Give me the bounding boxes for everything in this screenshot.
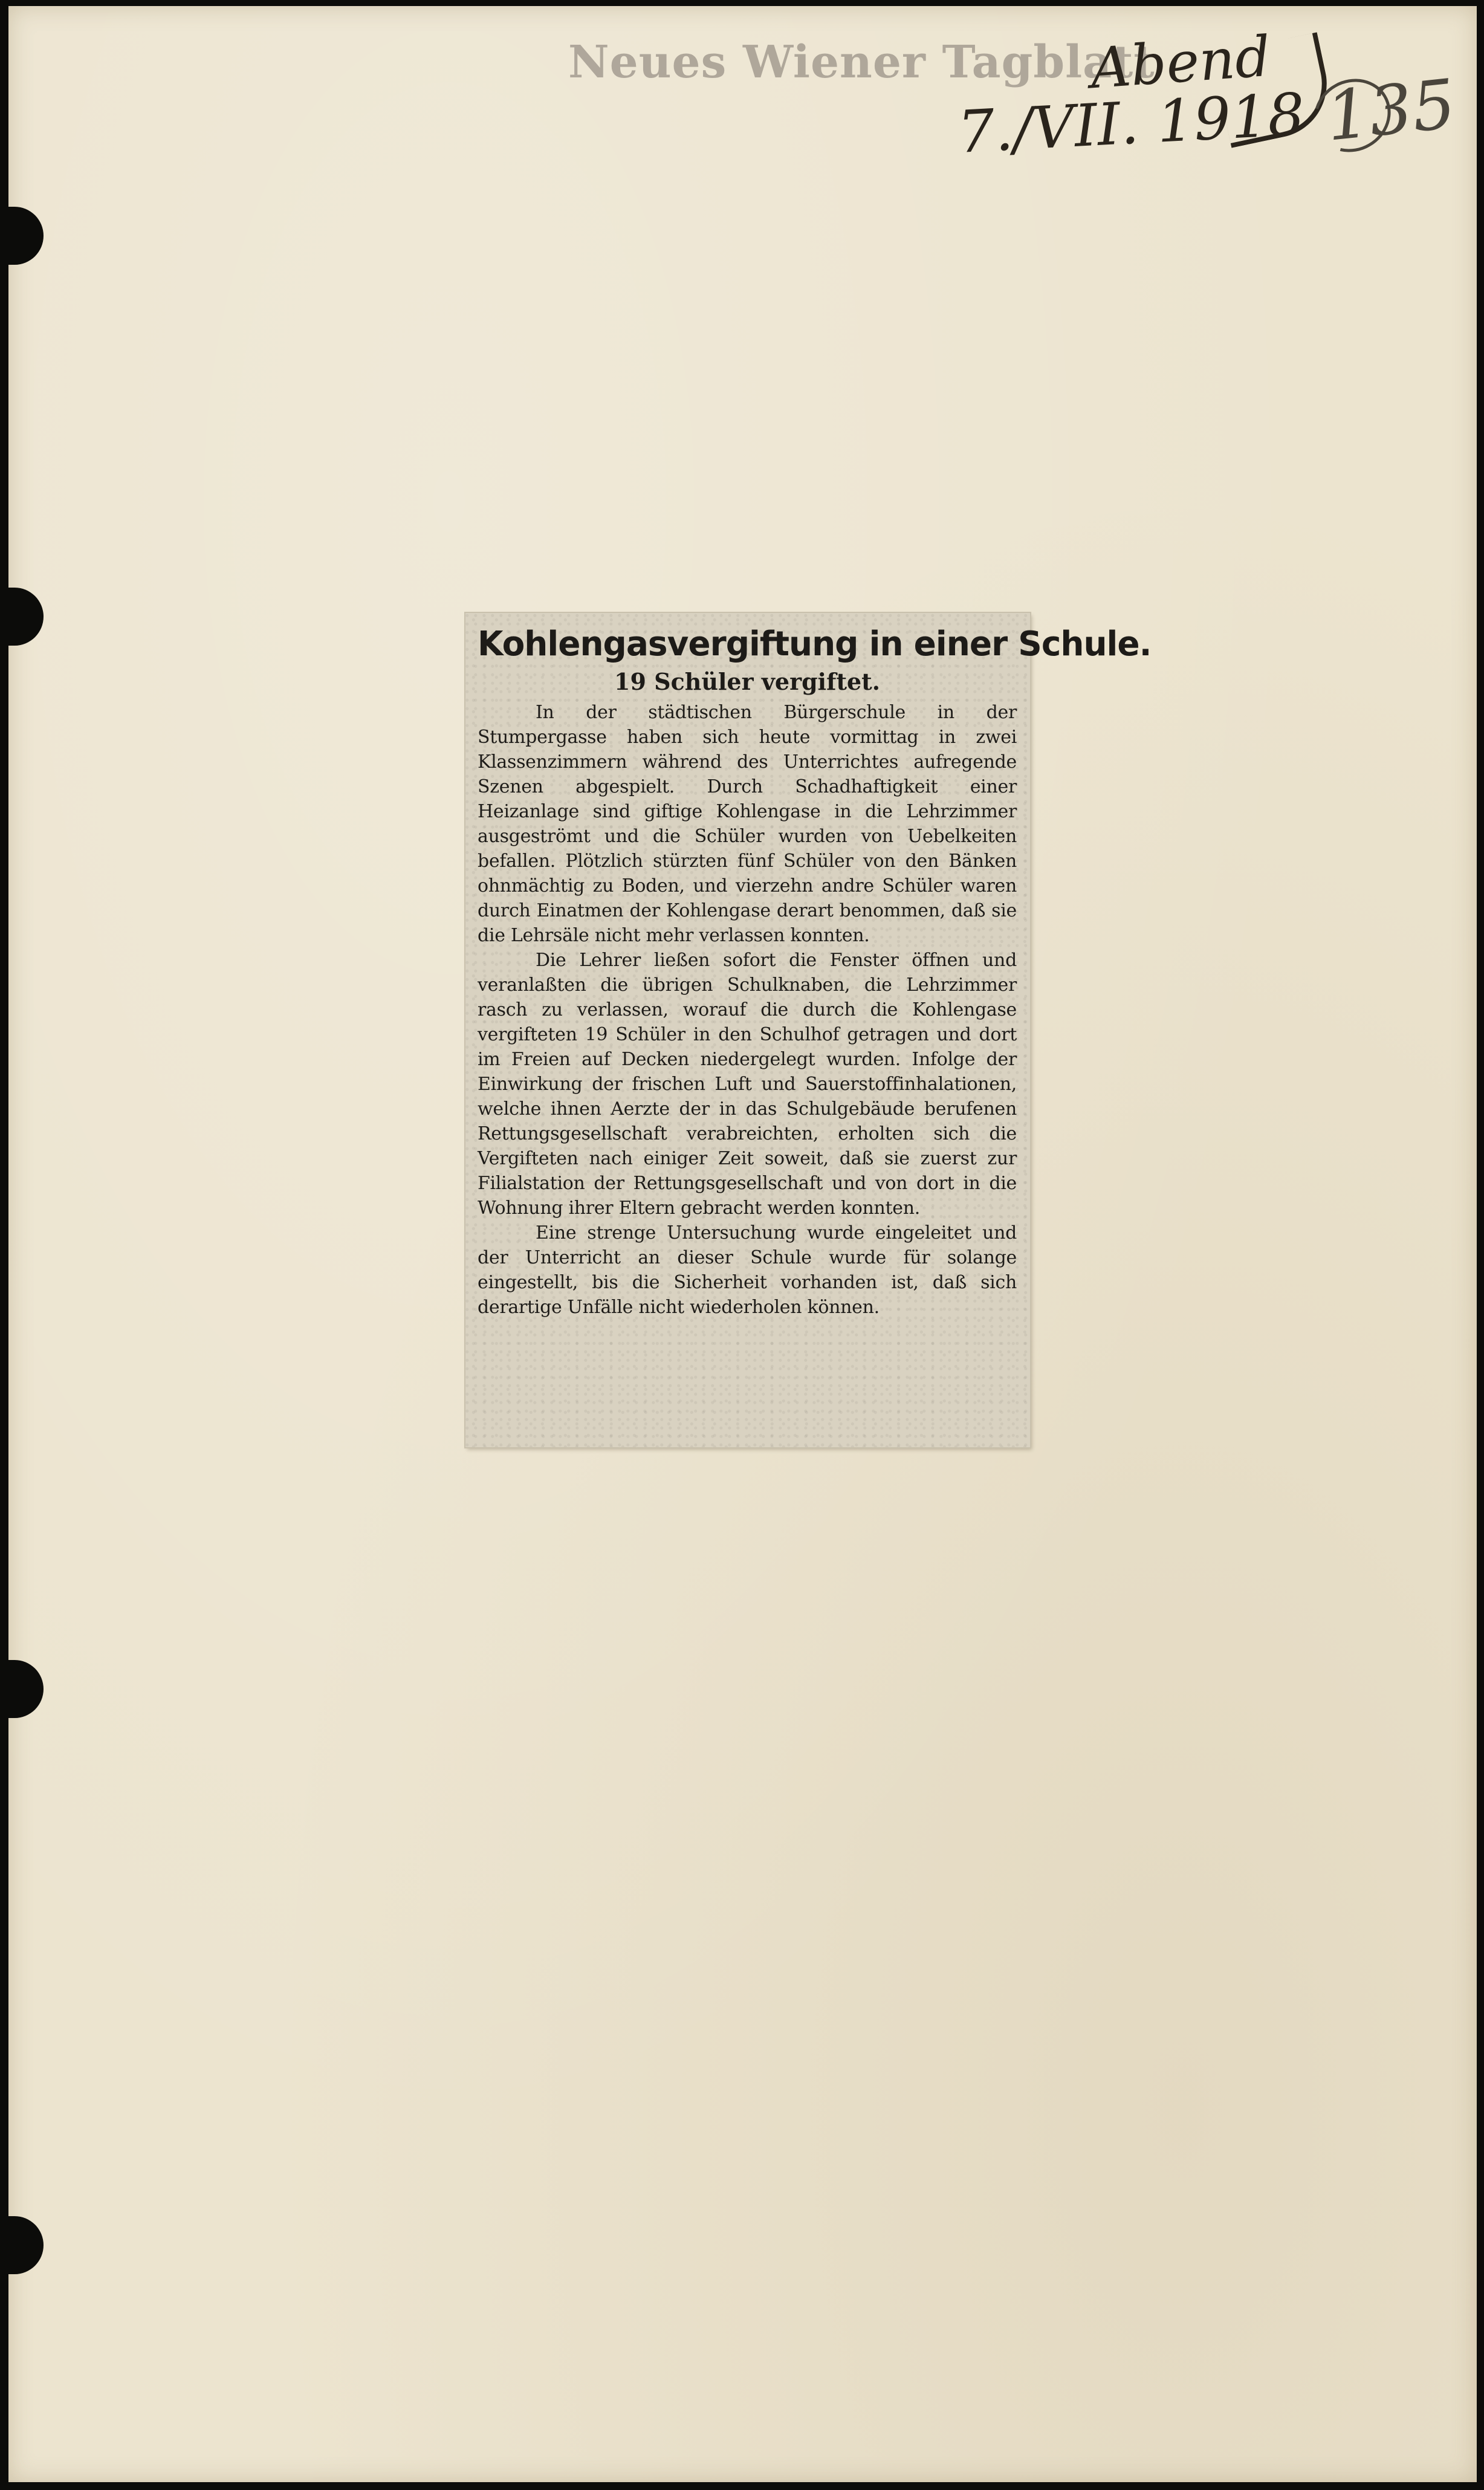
newspaper-clipping [465, 613, 1152, 1447]
clipping-paragraph: Die Lehrer ließen sofort die Fenster öffnen und veranlaßten die übrigen Schulknaben, die Lehrzimmer rasch zu verlassen, worauf die durch die Kohlengase vergifteten 19 Schüler in den Schulhof getragen und dort im Freien auf Decken niedergelegt wurden. Infolge der Einwirkung der frischen Luft und Sauerstoffinhalationen, welche ihnen Aerzte der in das Schulgebäude berufenen Rettungsgesellschaft verabreichten, erholten sich die Vergifteten nach einiger Zeit soweit, daß sie zuerst zur Filialstation der Rettungsgesellschaft und von dort in die Wohnung ihrer Eltern gebracht werden konnten. [478, 950, 1017, 1219]
handwritten-date: 7./VII. 1918 [956, 80, 1306, 166]
handwritten-edition: Abend [1088, 24, 1273, 102]
clipping-paragraph: In der städtischen Bürgerschule in der Stumpergasse haben sich heute vormittag in zwei Klassenzimmern während des Unterrichtes aufregende Szenen abgespielt. Durch Schadhaftigkeit einer Heizanlage sind giftige Kohlengase in die Lehrzimmer ausgeströmt und die Schüler wurden von Uebelkeiten befallen. Plötzlich stürzten fünf Schüler von den Bänken ohnmächtig zu Boden, und vierzehn andre Schüler waren durch Einatmen der Kohlengase derart benommen, daß sie die Lehrsäle nicht mehr verlassen konnten. [478, 702, 1017, 946]
punch-hole-3 [0, 1660, 44, 1718]
newspaper-name-stamp: Neues Wiener Tagblatt [568, 36, 1155, 88]
punch-hole-2 [0, 588, 44, 646]
handwritten-page-number: 135 [1322, 65, 1459, 157]
punch-hole-1 [0, 207, 44, 265]
punch-hole-4 [0, 2216, 44, 2274]
clipping-headline: Kohlengasvergiftung in einer Schule. [478, 624, 1152, 664]
clipping-body [478, 700, 1017, 1320]
archive-sheet [8, 6, 1477, 2482]
clipping-subheadline: 19 Schüler vergiftet. [614, 668, 880, 695]
clipping-paragraph: Eine strenge Untersuchung wurde eingeleitet und der Unterricht an dieser Schule wurde für solange eingestellt, bis die Sicherheit vorhanden ist, daß sich derartige Unfälle nicht wiederholen können. [478, 1222, 1017, 1318]
